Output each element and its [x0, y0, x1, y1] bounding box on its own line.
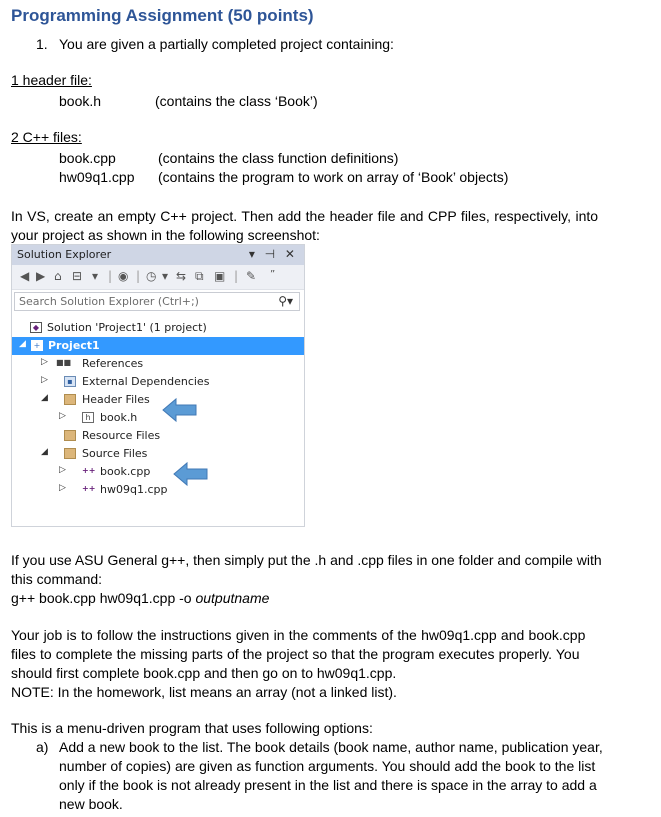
tree-item-label: Header Files	[82, 393, 150, 406]
expanded-arrow-icon[interactable]: ◢	[19, 339, 26, 349]
cpp-file-desc-2: (contains the program to work on array of ‘Book’ objects)	[158, 169, 509, 185]
home-icon[interactable]: ⌂	[54, 269, 62, 283]
tree-item-label: References	[82, 357, 144, 370]
tree-item-external-dependencies[interactable]	[12, 373, 304, 391]
search-icon[interactable]: ⚲▾	[278, 294, 293, 308]
collapsed-arrow-icon[interactable]: ▷	[59, 411, 66, 421]
tree-item-label: Solution 'Project1' (1 project)	[47, 321, 207, 334]
header-files-heading: 1 header file:	[11, 72, 92, 88]
sync-icon[interactable]: ⊟	[72, 269, 83, 283]
solution-explorer-titlebar	[12, 245, 304, 265]
collapse-all-icon[interactable]: ⧉	[195, 269, 204, 283]
cpp-files-heading: 2 C++ files:	[11, 129, 82, 145]
compile-output-name: outputname	[195, 590, 270, 606]
job-note: NOTE: In the homework, list means an array (not a linked list).	[11, 684, 397, 700]
tree-item-header-files[interactable]	[12, 391, 304, 409]
job-line3: should first complete book.cpp and then go on to hw09q1.cpp.	[11, 665, 397, 681]
tree-item-label: hw09q1.cpp	[100, 483, 168, 496]
forward-icon[interactable]: ▶	[36, 269, 46, 283]
tree-item-label: book.h	[100, 411, 138, 424]
solution-explorer-toolbar	[12, 265, 304, 290]
tree-item-references[interactable]	[12, 355, 304, 373]
separator-icon: |	[136, 269, 141, 283]
collapsed-arrow-icon[interactable]: ▷	[59, 465, 66, 475]
tree-item-label: Resource Files	[82, 429, 161, 442]
tree-item-hw09q1-cpp[interactable]	[12, 481, 304, 499]
tree-item-book-h[interactable]	[12, 409, 304, 427]
tree-item-label: Project1	[48, 339, 100, 352]
intro-number: 1.	[36, 36, 48, 52]
separator-icon: |	[234, 269, 239, 283]
tree-item-source-files[interactable]	[12, 445, 304, 463]
collapsed-arrow-icon[interactable]: ▷	[59, 483, 66, 493]
back-icon[interactable]: ◀	[20, 269, 30, 283]
history-icon[interactable]: ◷	[146, 269, 157, 283]
show-all-files-icon[interactable]: ▣	[214, 269, 226, 283]
compile-command	[11, 589, 269, 608]
solution-explorer-title: Solution Explorer	[17, 248, 112, 261]
solution-icon: ◆	[30, 322, 42, 333]
cpp-file-desc-1: (contains the class function definitions)	[158, 150, 399, 166]
collapsed-arrow-icon[interactable]: ▷	[41, 357, 48, 367]
search-input[interactable]	[14, 292, 300, 311]
compile-command-text: g++ book.cpp hw09q1.cpp -o	[11, 590, 196, 606]
overflow-icon[interactable]: ”	[270, 269, 276, 280]
option-a-line2: number of copies) are given as function arguments. You should add the book to the list	[59, 758, 596, 774]
vs-instructions-line2: your project as shown in the following screenshot:	[11, 227, 320, 243]
tree-item-resource-files[interactable]	[12, 427, 304, 445]
tree-item-label: Source Files	[82, 447, 148, 460]
collapsed-arrow-icon[interactable]: ▷	[41, 375, 48, 385]
folder-icon	[64, 430, 76, 441]
external-dependencies-icon: ▪	[64, 376, 76, 387]
titlebar-controls[interactable]: ▾ ⊣ ✕	[248, 247, 298, 261]
job-line1: Your job is to follow the instructions given in the comments of the hw09q1.cpp and book.cpp	[11, 627, 586, 643]
pending-changes-icon[interactable]: ⇆	[176, 269, 187, 283]
references-icon: ■■	[56, 358, 72, 367]
compile-line1: If you use ASU General g++, then simply put the .h and .cpp files in one folder and compile with	[11, 552, 602, 568]
vs-instructions-line1: In VS, create an empty C++ project. Then add the header file and CPP files, respectively, into	[11, 208, 599, 224]
cpp-file-icon: ++	[82, 484, 96, 493]
compile-line2: this command:	[11, 571, 103, 587]
header-file-icon: h	[82, 412, 94, 423]
option-a-label: a)	[36, 739, 49, 755]
cpp-file-name-1: book.cpp	[59, 150, 116, 166]
annotation-arrow-source-icon	[173, 461, 209, 487]
page-title: Programming Assignment (50 points)	[11, 6, 314, 25]
properties-wrench-icon[interactable]: ✎	[246, 269, 257, 283]
job-line2: files to complete the missing parts of the project so that the program executes properly. You	[11, 646, 580, 662]
header-file-desc: (contains the class ‘Book’)	[155, 93, 318, 109]
separator-icon: |	[108, 269, 113, 283]
tree-item-label: book.cpp	[100, 465, 151, 478]
project-icon: +	[31, 340, 43, 351]
solution-explorer-panel	[11, 244, 305, 527]
history-dropdown-icon[interactable]: ▾	[162, 269, 169, 283]
expanded-arrow-icon[interactable]: ◢	[41, 393, 48, 403]
web-icon[interactable]: ◉	[118, 269, 129, 283]
folder-icon	[64, 448, 76, 459]
tree-item-solution[interactable]	[12, 319, 304, 337]
header-file-name: book.h	[59, 93, 102, 109]
cpp-file-name-2: hw09q1.cpp	[59, 169, 135, 185]
folder-icon	[64, 394, 76, 405]
tree-item-label: External Dependencies	[82, 375, 210, 388]
intro-text: You are given a partially completed project containing:	[59, 36, 394, 52]
tree-item-project[interactable]	[12, 337, 304, 355]
option-a-line4: new book.	[59, 796, 123, 812]
menu-intro: This is a menu-driven program that uses following options:	[11, 720, 373, 736]
search-placeholder: Search Solution Explorer (Ctrl+;)	[19, 295, 199, 308]
option-a-line3: only if the book is not already present in the list and there is space in the array to add a	[59, 777, 597, 793]
annotation-arrow-header-icon	[162, 397, 198, 423]
dropdown-icon[interactable]: ▾	[92, 269, 99, 283]
cpp-file-icon: ++	[82, 466, 96, 475]
expanded-arrow-icon[interactable]: ◢	[41, 447, 48, 457]
tree-item-book-cpp[interactable]	[12, 463, 304, 481]
option-a-line1: Add a new book to the list. The book details (book name, author name, publication year,	[59, 739, 603, 755]
